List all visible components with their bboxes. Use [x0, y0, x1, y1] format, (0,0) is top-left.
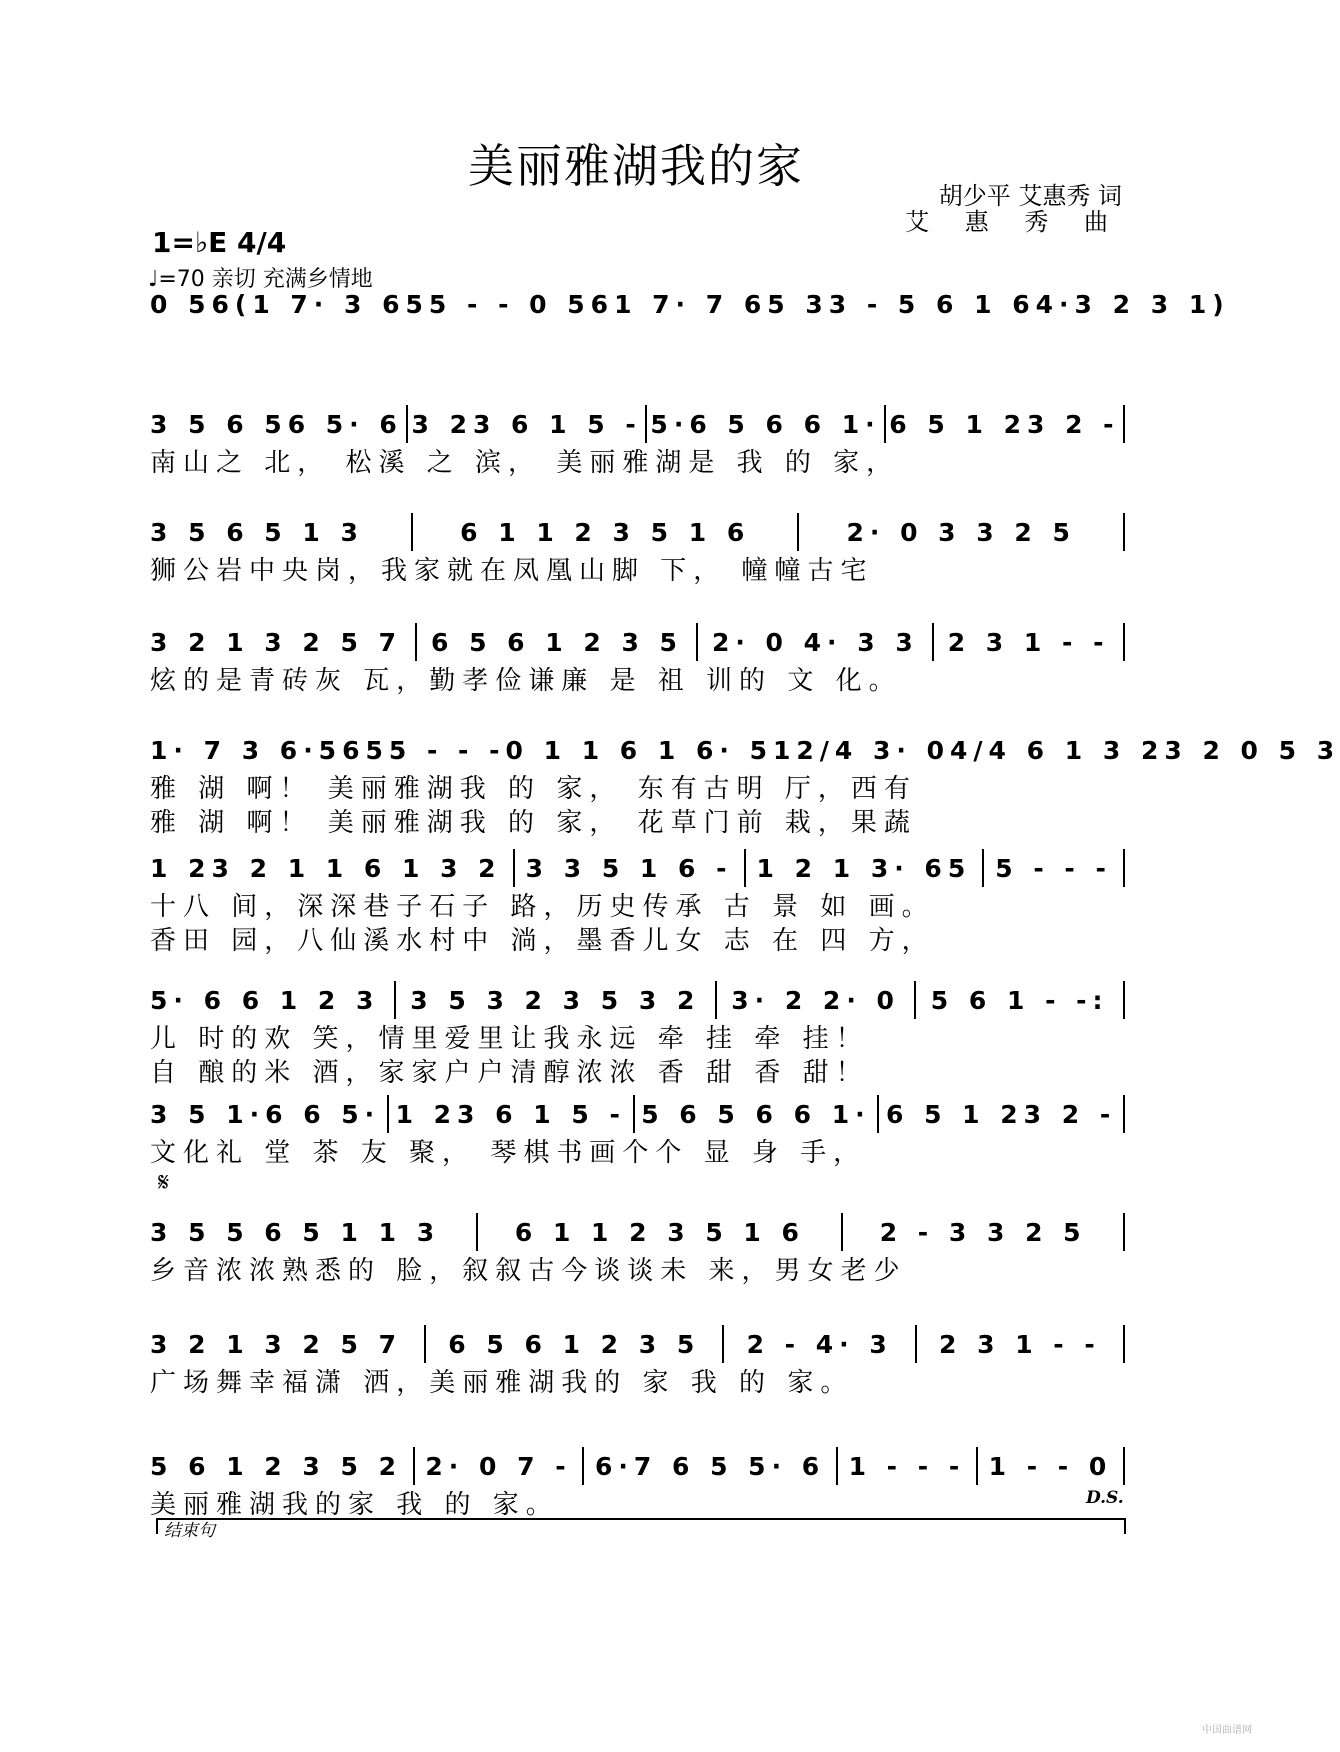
score-system: [150, 510, 1125, 588]
barline: [982, 849, 984, 887]
barline: [715, 981, 717, 1019]
notes-line: [150, 510, 1125, 554]
barline: [1123, 513, 1125, 551]
measure: 2 - 4· 3: [746, 1329, 893, 1359]
notes-line: [150, 1322, 1125, 1366]
watermark: 中国曲谱网: [1202, 1725, 1252, 1736]
measure: 6 5 1 23 2 -: [889, 409, 1120, 439]
measure: 4/4 6 1 3 23 2 0 5 3: [950, 735, 1340, 765]
measure: 1 - - 0: [988, 1451, 1113, 1481]
lyric-line: 儿 时的欢 笑，情里爱里让我永远 牵 挂 牵 挂！: [150, 1024, 869, 1054]
measure: 5 6 1 - -:: [930, 985, 1109, 1015]
score-system: [150, 1322, 1125, 1400]
measure: 2· 0 3 3 2 5: [846, 517, 1076, 547]
measure: 1 7· 7 65 3: [614, 289, 829, 319]
score-system: [150, 978, 1125, 1090]
barline: [415, 623, 417, 661]
lyric-line: 炫的是青砖灰 瓦，勤孝俭谦廉 是 祖 训的 文 化。: [150, 666, 902, 696]
notes-line: [150, 620, 1125, 664]
measure: 3 5 3 2 3 5 3 2: [410, 985, 701, 1015]
barline: [1123, 405, 1125, 443]
measure: 5 6 5 6 6 1·: [641, 1099, 871, 1129]
notes-line: [150, 978, 1125, 1022]
measure: 5 - - -: [388, 735, 506, 765]
measure: 1 23 6 1 5 -: [395, 1099, 626, 1129]
barline: [413, 1447, 415, 1485]
measure: 6·7 6 5 5· 6: [594, 1451, 826, 1481]
barline: [513, 849, 515, 887]
barline: [722, 1325, 724, 1363]
barline: [836, 1447, 838, 1485]
barline: [633, 1095, 635, 1133]
notes-line: [150, 846, 1125, 890]
measure: 3 5 5 6 5 1 1 3: [150, 1217, 441, 1247]
measure: 2· 0 7 -: [425, 1451, 572, 1481]
lyric-line: 乡音浓浓熟悉的 脸，叙叙古今谈谈未 来，男女老少: [150, 1256, 907, 1286]
measure: 3 5 1·6 6 5·: [150, 1099, 381, 1129]
barline: [411, 513, 413, 551]
measure: 3 2 1 3 2 5 7: [150, 627, 402, 657]
page-title: 美丽雅湖我的家: [468, 139, 804, 193]
barline: [915, 1325, 917, 1363]
notes-line: [150, 1092, 1125, 1136]
lyric-line: 狮公岩中央岗，我家就在凤凰山脚 下， 幢幢古宅: [150, 556, 874, 586]
barline: [424, 1325, 426, 1363]
score-system: [150, 846, 1125, 958]
barline: [582, 1447, 584, 1485]
score-system: [150, 1210, 1125, 1288]
measure: 3 5 6 56 5· 6: [150, 409, 403, 439]
ds-marking: D.S.: [1086, 1488, 1124, 1508]
measure: 3 2 1 3 2 5 7: [150, 1329, 402, 1359]
measure: 2 - 3 3 2 5: [879, 1217, 1087, 1247]
barline: [387, 1095, 389, 1133]
score-system: [150, 1444, 1125, 1522]
measure: 5·6 5 6 6 1·: [650, 409, 881, 439]
ending-label: 结束句: [164, 1521, 215, 1541]
score-system: [150, 282, 1230, 326]
notes-line: [150, 1210, 1125, 1254]
barline: [645, 405, 647, 443]
measure: 1· 7 3 6·565: [150, 735, 389, 765]
notes-line: [150, 282, 1230, 326]
barline: [1123, 1325, 1125, 1363]
barline: [1123, 1447, 1125, 1485]
barline: [476, 1213, 478, 1251]
measure: 5 - - 0 56: [428, 289, 615, 319]
lyric-line: 自 酿的米 酒，家家户户清醇浓浓 香 甜 香 甜！: [150, 1058, 869, 1088]
ending-bracket: [156, 1518, 1126, 1534]
lyric-line: 雅 湖 啊！ 美丽雅湖我 的 家， 花草门前 栽，果蔬: [150, 808, 917, 838]
tempo-marking: ♩=70 亲切 充满乡情地: [148, 267, 373, 292]
measure: 4·3 2 3 1): [1035, 289, 1230, 319]
score-system: [150, 728, 1340, 840]
measure: 3 3 5 1 6 -: [525, 853, 733, 883]
segno-icon: 𝄋: [158, 1168, 170, 1198]
lyric-line: 十八 间，深深巷子石子 路，历史传承 古 景 如 画。: [150, 892, 935, 922]
score-system: [150, 620, 1125, 698]
measure: 2· 0 4· 3 3: [711, 627, 919, 657]
key-signature: 1=♭E 4/4: [152, 226, 287, 259]
lyric-line: 香田 园，八仙溪水村中 淌，墨香儿女 志 在 四 方，: [150, 926, 935, 956]
lyric-line: 南山之 北， 松溪 之 滨， 美丽雅湖是 我 的 家，: [150, 448, 900, 478]
composer-credit: 艾 惠 秀 曲: [905, 208, 1122, 236]
lyric-line: 美丽雅湖我的家 我 的 家。: [150, 1490, 559, 1520]
measure: 1 2 1 3· 65: [756, 853, 972, 883]
measure: 1 23 2 1 1 6 1 3 2: [150, 853, 502, 883]
measure: 0 1 1 6 1 6· 51: [505, 735, 797, 765]
measure: 5 6 1 2 3 5 2: [150, 1451, 402, 1481]
measure: 6 1 1 2 3 5 1 6: [460, 517, 751, 547]
notes-line: [150, 728, 1340, 772]
measure: 3· 2 2· 0: [731, 985, 900, 1015]
barline: [797, 513, 799, 551]
score-system: [150, 1092, 1125, 1170]
lyric-line: 广场舞幸福潇 洒，美丽雅湖我的 家 我 的 家。: [150, 1368, 854, 1398]
measure: 3 - 5 6 1 6: [828, 289, 1036, 319]
barline: [976, 1447, 978, 1485]
barline: [884, 405, 886, 443]
barline: [914, 981, 916, 1019]
measure: 2 3 1 - -: [939, 1329, 1101, 1359]
barline: [394, 981, 396, 1019]
lyric-line: 雅 湖 啊！ 美丽雅湖我 的 家， 东有古明 厅，西有: [150, 774, 917, 804]
measure: 5 - - -: [995, 853, 1112, 883]
notes-line: [150, 1444, 1125, 1488]
measure: 3 23 6 1 5 -: [411, 409, 642, 439]
barline: [932, 623, 934, 661]
barline: [744, 849, 746, 887]
barline: [1123, 623, 1125, 661]
measure: 5· 6 6 1 2 3: [150, 985, 380, 1015]
lyric-line: 文化礼 堂 茶 友 聚， 琴棋书画个个 显 身 手，: [150, 1138, 867, 1168]
measure: 6 5 1 23 2 -: [885, 1099, 1117, 1129]
barline: [1123, 981, 1125, 1019]
barline: [877, 1095, 879, 1133]
barline: [406, 405, 408, 443]
barline: [841, 1213, 843, 1251]
barline: [696, 623, 698, 661]
measure: 0 56(1 7· 3 65: [150, 289, 429, 319]
barline: [1123, 849, 1125, 887]
measure: 1 - - -: [848, 1451, 966, 1481]
measure: 6 5 6 1 2 3 5: [448, 1329, 701, 1359]
barline: [1123, 1213, 1125, 1251]
score-system: [150, 402, 1125, 480]
lyricist-credit: 胡少平 艾惠秀 词: [938, 182, 1122, 210]
measure: 2/4 3· 0: [796, 735, 951, 765]
measure: 6 1 1 2 3 5 1 6: [514, 1217, 805, 1247]
measure: 6 5 6 1 2 3 5: [430, 627, 683, 657]
measure: 2 3 1 - -: [947, 627, 1110, 657]
barline: [1123, 1095, 1125, 1133]
measure: 3 5 6 5 1 3: [150, 517, 364, 547]
notes-line: [150, 402, 1125, 446]
